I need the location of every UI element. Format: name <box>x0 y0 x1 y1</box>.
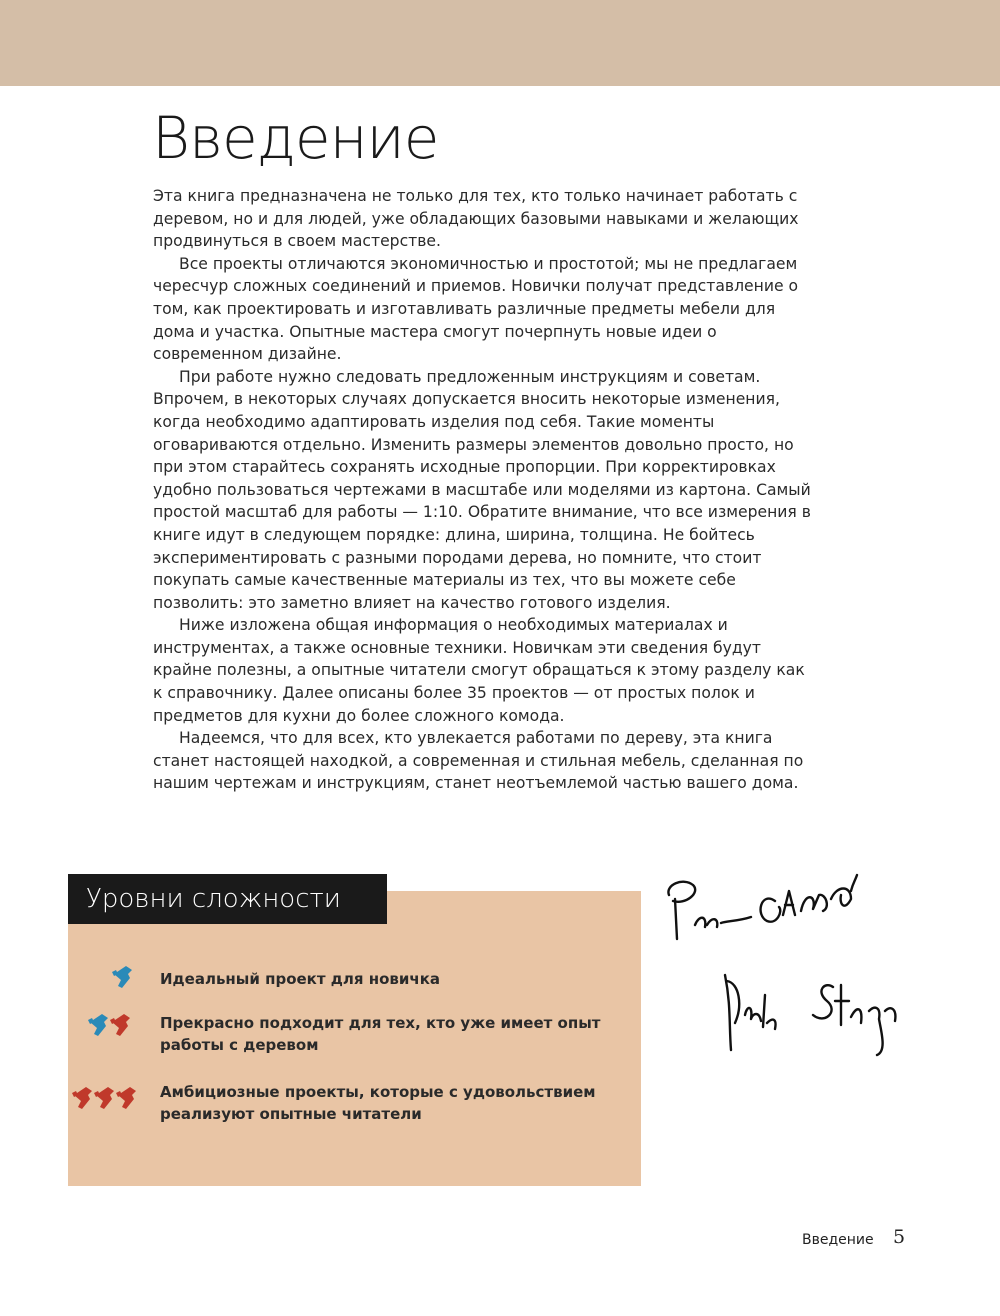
drill-icon-group <box>68 1083 160 1123</box>
author-signatures <box>655 855 915 1065</box>
intro-body <box>153 185 815 795</box>
paragraph: Ниже изложена общая информация о необходимых материалах и инструментах, а также основные техники. Новичкам эти сведения будут крайне полезны, а опытные читатели смогут обращаться к этому разделу как к справочнику. Далее описаны более 35 проектов — от простых полок и предметов для кухни до более сложного комода. <box>153 616 805 725</box>
signature-stroke <box>745 1008 761 1021</box>
drill-icon <box>64 1083 142 1113</box>
top-color-band <box>0 0 1000 86</box>
signature-stroke <box>761 899 781 922</box>
footer-section-label: Введение <box>802 1232 874 1248</box>
drill-icon <box>64 1010 134 1040</box>
signature-stroke <box>869 1008 883 1055</box>
signature-stroke <box>695 918 717 927</box>
signature-stroke <box>801 895 827 911</box>
signature-stroke <box>763 995 776 1029</box>
paragraph: Надеемся, что для всех, кто увлекается работами по дереву, эта книга станет настоящей находкой, а современная и стильная мебель, сделанная по нашим чертежам и инструкциям, станет неотъемлемой частью вашего дома. <box>153 729 804 793</box>
difficulty-levels-title: Уровни сложности <box>68 874 387 924</box>
difficulty-level-text: Амбициозные проекты, которые с удовольствием реализуют опытные читатели <box>160 1083 596 1123</box>
drill-icon <box>64 962 134 992</box>
drill-icon <box>112 966 132 988</box>
paragraph: Эта книга предназначена не только для тех, кто только начинает работать с деревом, но и для людей, уже обладающих базовыми навыками и желающих продвинуться в своем мастерстве. <box>153 187 799 251</box>
signature-stroke <box>783 891 795 915</box>
difficulty-level-text: Прекрасно подходит для тех, кто уже имеет опыт работы с деревом <box>160 1014 601 1054</box>
signature-stroke <box>668 882 695 939</box>
signature-stroke <box>813 985 833 1018</box>
difficulty-level-text: Идеальный проект для новичка <box>160 970 440 988</box>
page-title: Введение <box>152 104 439 172</box>
drill-icon-group <box>68 1010 160 1050</box>
signature-stroke <box>725 975 739 1050</box>
signature-stroke <box>721 917 751 923</box>
paragraph: При работе нужно следовать предложенным инструкциям и советам. Впрочем, в некоторых случаях допускается вносить некоторые изменения, когда необходимо адаптировать изделия под себя. Такие моменты оговариваются отдельно. Изменить размеры элементов довольно просто, но при этом старайтесь сохранять исходные пропорции. При корректировках удобно пользоваться чертежами в масштабе или моделями из картона. Самый простой масштаб для работы — 1:10. Обратите внимание, что все измерения в книге идут в следующем порядке: длина, ширина, толщина. Не бойтесь экспериментировать с разными породами дерева, но помните, что стоит покупать самые качественные материалы из тех, что вы можете себе позволить: это заметно влияет на качество готового изделия. <box>153 367 811 612</box>
page-number: 5 <box>893 1226 906 1248</box>
signature-stroke <box>835 985 861 1025</box>
drill-icon-group <box>68 962 160 1002</box>
paragraph: Все проекты отличаются экономичностью и простотой; мы не предлагаем чересчур сложных соединений и приемов. Новички получат представление о том, как проектировать и изготавливать различные предметы мебели для дома и участка. Опытные мастера смогут почерпнуть новые идеи о современном дизайне. <box>153 254 799 364</box>
signature-stroke <box>831 875 857 906</box>
signature-stroke <box>885 1008 895 1021</box>
